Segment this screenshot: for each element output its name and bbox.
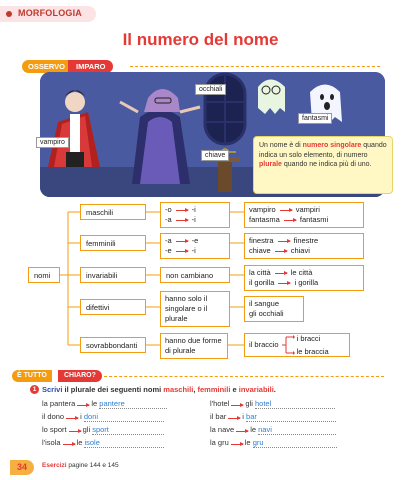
banner-chiaro: CHIARO?: [58, 370, 102, 382]
arrow-icon: [63, 444, 75, 445]
arrow-icon: [275, 273, 287, 274]
rule-invariabili: non cambiano: [160, 267, 230, 283]
label-fantasmi: fantasmi: [298, 113, 332, 124]
example-maschili: vampiro vampiri fantasma fantasmi: [244, 202, 364, 228]
page-number: 34: [10, 460, 34, 475]
exercise-item: la nave le navi: [210, 425, 336, 435]
arrow-icon: [176, 220, 188, 221]
rule-femminili: -a -e -e -i: [160, 233, 230, 259]
arrow-icon: [228, 418, 240, 419]
answer-field[interactable]: doni: [84, 412, 164, 422]
exercise-item: il bar i bar: [210, 412, 336, 422]
label-chiave: chiave: [201, 150, 229, 161]
answer-field[interactable]: bar: [246, 412, 336, 422]
arrow-icon: [66, 418, 78, 419]
arrow-icon: [231, 444, 243, 445]
exercises-reference: Esercizi pagine 144 e 145: [42, 462, 119, 469]
exercise-item: il dono i doni: [42, 412, 164, 422]
arrow-icon: [231, 405, 243, 406]
exercise-item: la gru le gru: [210, 438, 337, 448]
banner-osservo: OSSERVO: [22, 60, 71, 73]
exercise-item: lo sport gli sport: [42, 425, 164, 435]
arrow-icon: [176, 241, 188, 242]
answer-field[interactable]: isole: [84, 438, 164, 448]
label-vampiro: vampiro: [36, 137, 69, 148]
tree-root-nomi: nomi: [28, 267, 60, 283]
arrow-icon: [275, 251, 287, 252]
rule-maschili: -o -i -a -i: [160, 202, 230, 228]
answer-field[interactable]: hotel: [255, 399, 335, 409]
rule-difettivi: hanno solo il singolare o il plurale: [160, 291, 230, 327]
exercise-number: 1: [30, 385, 39, 394]
example-difettivi: il sangue gli occhiali: [244, 296, 304, 322]
branch-arrow-icon: [281, 334, 295, 356]
answer-field[interactable]: gru: [253, 438, 337, 448]
answer-field[interactable]: navi: [258, 425, 336, 435]
divider: [104, 376, 384, 377]
info-box: Un nome è di numero singolare quando indica un solo elemento, di numero plurale quando ne indica più di uno.: [253, 136, 393, 194]
example-sovrabbondanti: il braccio i bracci le braccia: [244, 333, 350, 357]
exercise-item: l'isola le isole: [42, 438, 164, 448]
arrow-icon: [69, 431, 81, 432]
example-femminili: finestra finestre chiave chiavi: [244, 233, 364, 259]
category-invariabili: invariabili: [80, 267, 146, 283]
banner-e-tutto: È TUTTO: [12, 370, 52, 382]
category-femminili: femminili: [80, 235, 146, 251]
banner-imparo: IMPARO: [68, 60, 113, 73]
category-maschili: maschili: [80, 204, 146, 220]
exercise-instruction: Scrivi il plurale dei seguenti nomi maschili, femminili e invariabili.: [42, 385, 276, 394]
example-invariabili: la città le città il gorilla i gorilla: [244, 265, 364, 291]
arrow-icon: [278, 241, 290, 242]
arrow-icon: [176, 251, 188, 252]
answer-field[interactable]: sport: [92, 425, 164, 435]
arrow-icon: [280, 210, 292, 211]
category-sovrabbondanti: sovrabbondanti: [80, 337, 146, 353]
arrow-icon: [278, 283, 290, 284]
category-difettivi: difettivi: [80, 299, 146, 315]
arrow-icon: [236, 431, 248, 432]
page-title: Il numero del nome: [122, 30, 279, 49]
arrow-icon: [176, 210, 188, 211]
arrow-icon: [284, 220, 296, 221]
arrow-icon: [77, 405, 89, 406]
exercise-item: l'hotel gli hotel: [210, 399, 335, 409]
exercise-item: la pantera le pantere: [42, 399, 167, 409]
section-label: MORFOLOGIA: [18, 8, 82, 18]
label-occhiali: occhiali: [195, 84, 226, 95]
answer-field[interactable]: pantere: [99, 399, 167, 409]
rule-sovrabbondanti: hanno due forme di plurale: [160, 333, 228, 359]
